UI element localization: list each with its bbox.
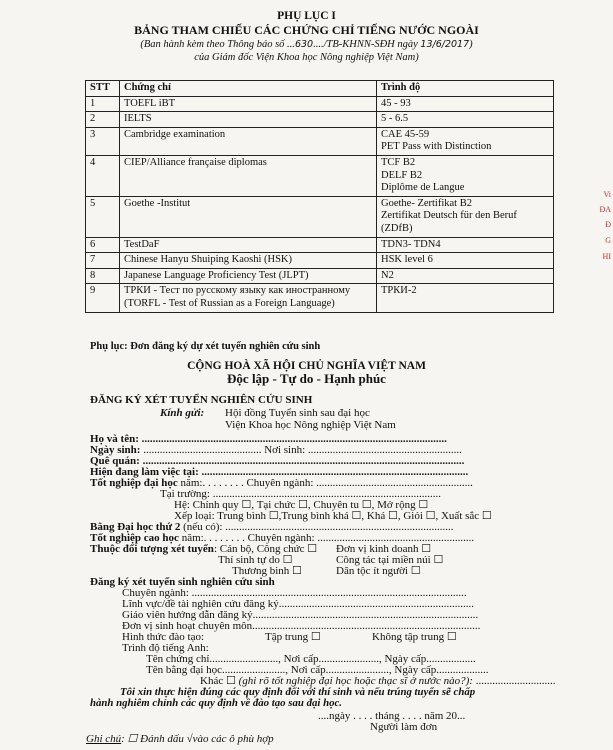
stt-cell: 9 bbox=[86, 284, 120, 312]
stamp-mark: Vi bbox=[603, 190, 611, 199]
master-label: Tốt nghiệp cao học bbox=[90, 532, 179, 544]
stt-cell: 1 bbox=[86, 96, 120, 112]
pledge-line-1: Tôi xin thực hiện đúng các quy định đối với thí sinh và nếu trúng tuyển sẽ chấp bbox=[120, 686, 476, 698]
level-value: Zertifikat Deutsch für den Beruf bbox=[381, 210, 517, 222]
level-cell bbox=[377, 127, 554, 155]
level-value: DELF B2 bbox=[381, 169, 423, 181]
university-label: Tốt nghiệp đại học bbox=[90, 477, 178, 489]
level-value: HSK level 6 bbox=[381, 254, 433, 266]
level-value: Goethe- Zertifikat B2 bbox=[381, 197, 472, 209]
level-cell bbox=[377, 155, 554, 196]
issued-by-line: (Ban hành kèm theo Thông báo số ...630..../TB-KHNN-SĐH ngày 13/6/2017) bbox=[140, 39, 473, 50]
stamp-mark: HI bbox=[602, 252, 611, 261]
level-value: 5 - 6.5 bbox=[381, 113, 409, 125]
level-cell bbox=[377, 268, 554, 284]
to-line-2: Viện Khoa học Nông nghiệp Việt Nam bbox=[225, 419, 396, 431]
certificate-line: Tên chứng chỉ........................., Nơi cấp......................, Ngày cấp.................. bbox=[146, 653, 476, 665]
issued-prefix: (Ban hành kèm theo Thông báo số ... bbox=[140, 39, 295, 50]
level-value: (ZDfB) bbox=[381, 222, 413, 234]
certificate-table bbox=[85, 80, 554, 313]
motto: Độc lập - Tự do - Hạnh phúc bbox=[227, 371, 386, 386]
table-row bbox=[86, 237, 554, 253]
header-stt: STT bbox=[86, 81, 120, 97]
certificate-cell bbox=[120, 237, 377, 253]
certificate-cell bbox=[120, 284, 377, 312]
issue-number: 630 bbox=[294, 39, 314, 50]
unit-field: Đơn vị sinh hoạt chuyên môn................................................................................... bbox=[122, 620, 481, 632]
dob-fill: ........................................... Nơi sinh: ........................................................ bbox=[140, 444, 462, 456]
table-row bbox=[86, 268, 554, 284]
mode-parttime: Không tập trung ☐ bbox=[372, 631, 457, 643]
certificate-cell bbox=[120, 127, 377, 155]
level-cell bbox=[377, 196, 554, 237]
form-title: ĐĂNG KÝ XÉT TUYỂN NGHIÊN CỨU SINH bbox=[90, 394, 313, 406]
certificate-name: Japanese Language Proficiency Test (JLPT) bbox=[124, 269, 309, 281]
hometown-field: Quê quán: ..................................................................................................................... bbox=[90, 455, 465, 467]
issued-mid: ..../TB-KHNN-SĐH ngày bbox=[313, 39, 418, 50]
priority-free: Thí sinh tự do ☐ bbox=[218, 554, 293, 566]
level-cell bbox=[377, 237, 554, 253]
second-degree-fill: (nếu có): ................................................................................... bbox=[180, 521, 454, 533]
to-line-1: Hội đồng Tuyển sinh sau đại học bbox=[225, 407, 370, 419]
level-value: PET Pass with Distinction bbox=[381, 141, 492, 153]
stamp-mark: ĐA bbox=[599, 205, 611, 214]
level-cell bbox=[377, 112, 554, 128]
stt-cell: 7 bbox=[86, 253, 120, 269]
certificate-cell bbox=[120, 96, 377, 112]
table-row bbox=[86, 112, 554, 128]
school-field: Tại trường: ................................................................................... bbox=[160, 488, 441, 500]
stt-cell: 8 bbox=[86, 268, 120, 284]
header-certificate: Chứng chỉ bbox=[120, 81, 377, 97]
stamp-mark: Đ bbox=[605, 220, 611, 229]
level-cell bbox=[377, 253, 554, 269]
certificate-name: Cambridge examination bbox=[124, 128, 226, 140]
grade-field: Xếp loại: Trung bình ☐,Trung bình khá ☐, Khá ☐, Giỏi ☐, Xuất sắc ☐ bbox=[174, 510, 492, 522]
table-row bbox=[86, 96, 554, 112]
second-degree-label: Bằng Đại học thứ 2 bbox=[90, 521, 181, 533]
stt-cell: 2 bbox=[86, 112, 120, 128]
stt-cell: 5 bbox=[86, 196, 120, 237]
table-row bbox=[86, 284, 554, 312]
priority-cadre: : Cán bộ, Công chức ☐ bbox=[213, 543, 318, 555]
level-value: N2 bbox=[381, 269, 394, 281]
english-label: Trình độ tiếng Anh: bbox=[122, 642, 209, 654]
certificate-name: Goethe -Institut bbox=[124, 197, 191, 209]
master-fill: năm:. . . . . . . . Chuyên ngành: ......................................................... bbox=[178, 532, 475, 544]
priority-mountain: Công tác tại miền núi ☐ bbox=[336, 554, 444, 566]
priority-label: Thuộc đối tượng xét tuyển bbox=[90, 543, 214, 555]
signer-label: Người làm đơn bbox=[370, 721, 438, 733]
name-field: Họ và tên: ............................................................................................................... bbox=[90, 433, 447, 445]
certificate-name: TOEFL iBT bbox=[124, 97, 176, 109]
major-field: Chuyên ngành: .................................................................................................... bbox=[122, 587, 467, 599]
issue-date: 13/6/2017 bbox=[420, 39, 470, 50]
stt-cell: 6 bbox=[86, 237, 120, 253]
form-appendix-label: Phụ lục: Đơn đăng ký dự xét tuyển nghiên cứu sinh bbox=[90, 341, 321, 352]
level-cell bbox=[377, 96, 554, 112]
other-note: (ghi rõ tốt nghiệp đại học hoặc thạc sĩ ở nước nào?): bbox=[238, 675, 473, 687]
dob-label: Ngày sinh: bbox=[90, 444, 141, 456]
certificate-name: TestDaF bbox=[124, 238, 160, 250]
table-row bbox=[86, 196, 554, 237]
certificate-name: IELTS bbox=[124, 113, 152, 125]
pledge-line-2: hành nghiêm chỉnh các quy định về đào tạo sau đại học. bbox=[90, 697, 342, 709]
note-label: Ghi chú bbox=[86, 733, 122, 745]
research-field: Lĩnh vực/đề tài nghiên cứu đăng ký....................................................................... bbox=[122, 598, 474, 610]
certificate-cell bbox=[120, 253, 377, 269]
training-mode-label: Hình thức đào tạo: bbox=[122, 631, 205, 643]
date-line: ....ngày . . . . tháng . . . . năm 20... bbox=[318, 710, 466, 722]
level-value: ТРКИ-2 bbox=[381, 285, 417, 297]
level-cell bbox=[377, 284, 554, 312]
study-system: Hệ: Chính quy ☐, Tại chức ☐, Chuyên tu ☐, Mở rộng ☐ bbox=[174, 499, 429, 511]
level-value: 45 - 93 bbox=[381, 97, 411, 109]
appendix-label: PHỤ LỤC I bbox=[277, 10, 336, 22]
certificate-cell bbox=[120, 155, 377, 196]
other-fill: ............................. bbox=[472, 675, 556, 687]
workplace-field: Hiện đang làm việc tại: ................................................................................................. bbox=[90, 466, 469, 478]
other-label: Khác ☐ bbox=[200, 675, 239, 687]
nation-heading: CỘNG HOÀ XÃ HỘI CHỦ NGHĨA VIỆT NAM bbox=[187, 360, 426, 372]
mode-fulltime: Tập trung ☐ bbox=[265, 631, 321, 643]
table-row bbox=[86, 127, 554, 155]
to-label: Kính gửi: bbox=[160, 407, 205, 419]
table-body bbox=[86, 96, 554, 312]
degree-line: Tên bằng đại học......................., Nơi cấp......................., Ngày cấp................... bbox=[146, 664, 489, 676]
stt-cell: 4 bbox=[86, 155, 120, 196]
note-line bbox=[86, 733, 274, 746]
priority-minority: Dân tộc ít người ☐ bbox=[336, 565, 421, 577]
level-value: TCF B2 bbox=[381, 156, 416, 168]
certificate-cell bbox=[120, 268, 377, 284]
issued-by-line-2: của Giám đốc Viện Khoa học Nông nghiệp Việt Nam) bbox=[194, 52, 419, 63]
note-text: : ☐ Đánh dấu √vào các ô phù hợp bbox=[121, 733, 274, 745]
certificate-cell bbox=[120, 196, 377, 237]
header-level: Trình độ bbox=[377, 81, 554, 97]
table-row bbox=[86, 253, 554, 269]
stamp-mark: G bbox=[605, 236, 611, 245]
table-row bbox=[86, 155, 554, 196]
priority-business: Đơn vị kinh doanh ☐ bbox=[336, 543, 432, 555]
level-value: CAE 45-59 bbox=[381, 128, 430, 140]
level-value: Diplôme de Langue bbox=[381, 182, 465, 194]
level-value: TDN3- TDN4 bbox=[381, 238, 441, 250]
register-title: Đăng ký xét tuyển sinh nghiên cứu sinh bbox=[90, 576, 275, 588]
stt-cell: 3 bbox=[86, 127, 120, 155]
certificate-name: CIEP/Alliance française diplomas bbox=[124, 156, 267, 168]
certificate-name: ТРКИ - Тест по русскому языку как иностранному (TORFL - Test of Russian as a Foreign Language) bbox=[124, 285, 351, 309]
advisor-field: Giáo viên hướng dẫn đăng ký.................................................................................. bbox=[122, 609, 479, 621]
certificate-cell bbox=[120, 112, 377, 128]
certificate-name: Chinese Hanyu Shuiping Kaoshi (HSK) bbox=[124, 254, 292, 266]
priority-veteran: Thương binh ☐ bbox=[232, 565, 302, 577]
table-header-row bbox=[86, 81, 554, 97]
university-fill: năm:. . . . . . . . Chuyên ngành: ......................................................... bbox=[177, 477, 473, 489]
document-title: BẢNG THAM CHIẾU CÁC CHỨNG CHỈ TIẾNG NƯỚC NGOÀI bbox=[134, 23, 479, 37]
